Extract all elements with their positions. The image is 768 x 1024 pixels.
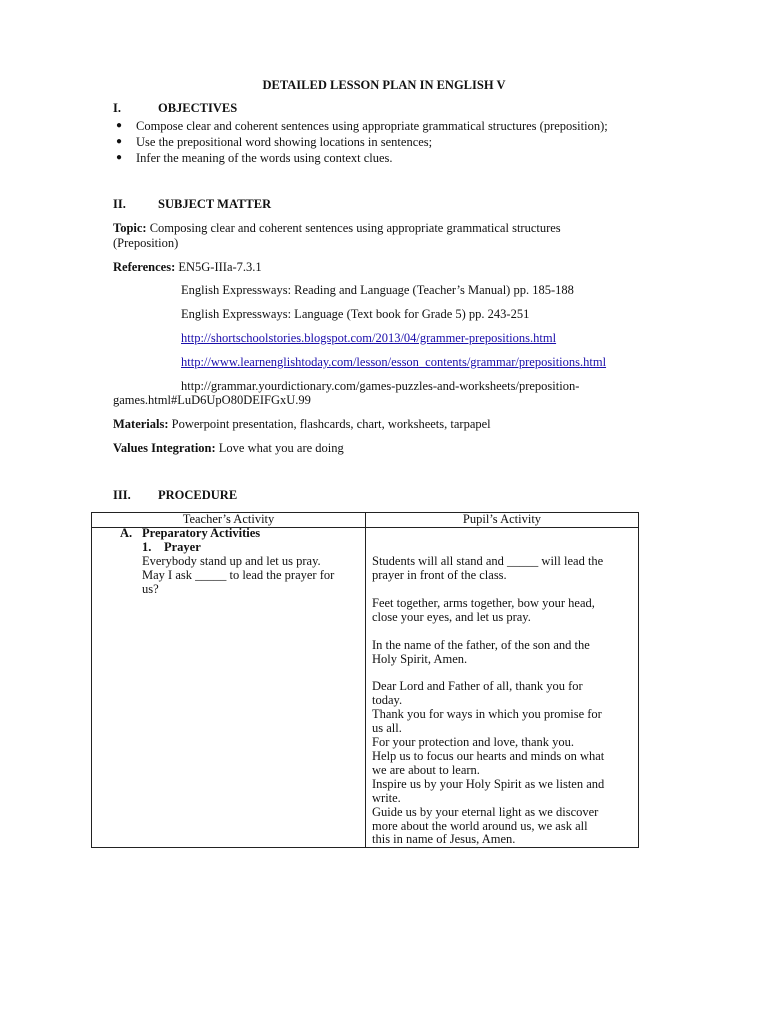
bullet-icon: ● <box>116 120 123 131</box>
column-divider <box>365 513 366 847</box>
reference-url-continued: games.html#LuD6UpO80DEIFGxU.99 <box>113 393 311 407</box>
materials-text: Powerpoint presentation, flashcards, chart, worksheets, tarpapel <box>168 417 491 431</box>
reference-item: English Expressways: Reading and Language (Teacher’s Manual) pp. 185-188 <box>181 283 574 297</box>
column-header-pupil: Pupil’s Activity <box>462 512 542 526</box>
column-header-teacher: Teacher’s Activity <box>182 512 275 526</box>
reference-item: English Expressways: Language (Text book for Grade 5) pp. 243-251 <box>181 307 530 321</box>
section-a-label: A. <box>120 526 133 540</box>
objective-item: Use the prepositional word showing locations in sentences; <box>136 135 433 149</box>
procedure-table <box>91 512 639 848</box>
reference-link[interactable]: http://shortschoolstories.blogspot.com/2013/04/grammer-prepositions.html <box>181 331 557 345</box>
values-text: Love what you are doing <box>215 441 344 455</box>
pupil-line: Dear Lord and Father of all, thank you for <box>372 679 583 693</box>
objective-item: Compose clear and coherent sentences using appropriate grammatical structures (preposition); <box>136 119 608 133</box>
procedure-heading: PROCEDURE <box>158 488 238 502</box>
objectives-number: I. <box>113 101 121 115</box>
values-line <box>113 441 344 455</box>
values-label: Values Integration: <box>113 441 216 455</box>
subject-matter-number: II. <box>113 197 126 211</box>
materials-line <box>113 417 491 431</box>
objective-item: Infer the meaning of the words using context clues. <box>136 151 393 165</box>
pupil-line: this in name of Jesus, Amen. <box>372 832 516 846</box>
pupil-line: prayer in front of the class. <box>372 568 507 582</box>
pupil-line: Thank you for ways in which you promise for <box>372 707 602 721</box>
pupil-line: In the name of the father, of the son and the <box>372 638 590 652</box>
reference-link[interactable]: http://www.learnenglishtoday.com/lesson/esson_contents/grammar/prepositions.html <box>181 355 607 369</box>
pupil-line: Holy Spirit, Amen. <box>372 652 468 666</box>
objectives-heading: OBJECTIVES <box>158 101 238 115</box>
pupil-line: Guide us by your eternal light as we discover <box>372 805 599 819</box>
topic-line <box>113 221 561 235</box>
procedure-number: III. <box>113 488 131 502</box>
subject-matter-heading: SUBJECT MATTER <box>158 197 272 211</box>
teacher-line: Everybody stand up and let us pray. <box>142 554 321 568</box>
bullet-icon: ● <box>116 152 123 163</box>
materials-label: Materials: <box>113 417 169 431</box>
topic-text: Composing clear and coherent sentences using appropriate grammatical structures <box>146 221 561 235</box>
topic-label: Topic: <box>113 221 147 235</box>
teacher-line: us? <box>142 582 159 596</box>
prayer-number: 1. <box>142 540 152 554</box>
teacher-line: May I ask _____ to lead the prayer for <box>142 568 335 582</box>
pupil-line: more about the world around us, we ask all <box>372 819 588 833</box>
pupil-line: us all. <box>372 721 402 735</box>
pupil-line: Students will all stand and _____ will lead the <box>372 554 604 568</box>
references-label: References: <box>113 260 176 274</box>
pupil-line: For your protection and love, thank you. <box>372 735 575 749</box>
pupil-line: Help us to focus our hearts and minds on what <box>372 749 605 763</box>
document-title: DETAILED LESSON PLAN IN ENGLISH V <box>262 78 506 92</box>
reference-url: http://grammar.yourdictionary.com/games-puzzles-and-worksheets/preposition- <box>181 379 580 393</box>
prayer-title: Prayer <box>164 540 201 554</box>
pupil-line: write. <box>372 791 401 805</box>
pupil-line: Inspire us by your Holy Spirit as we listen and <box>372 777 605 791</box>
references-code: EN5G-IIIa-7.3.1 <box>175 260 262 274</box>
pupil-line: close your eyes, and let us pray. <box>372 610 531 624</box>
pupil-line: today. <box>372 693 403 707</box>
references-line <box>113 260 262 274</box>
section-a-title: Preparatory Activities <box>142 526 261 540</box>
bullet-icon: ● <box>116 136 123 147</box>
pupil-line: Feet together, arms together, bow your head, <box>372 596 595 610</box>
pupil-line: we are about to learn. <box>372 763 480 777</box>
topic-text-continued: (Preposition) <box>113 236 179 250</box>
